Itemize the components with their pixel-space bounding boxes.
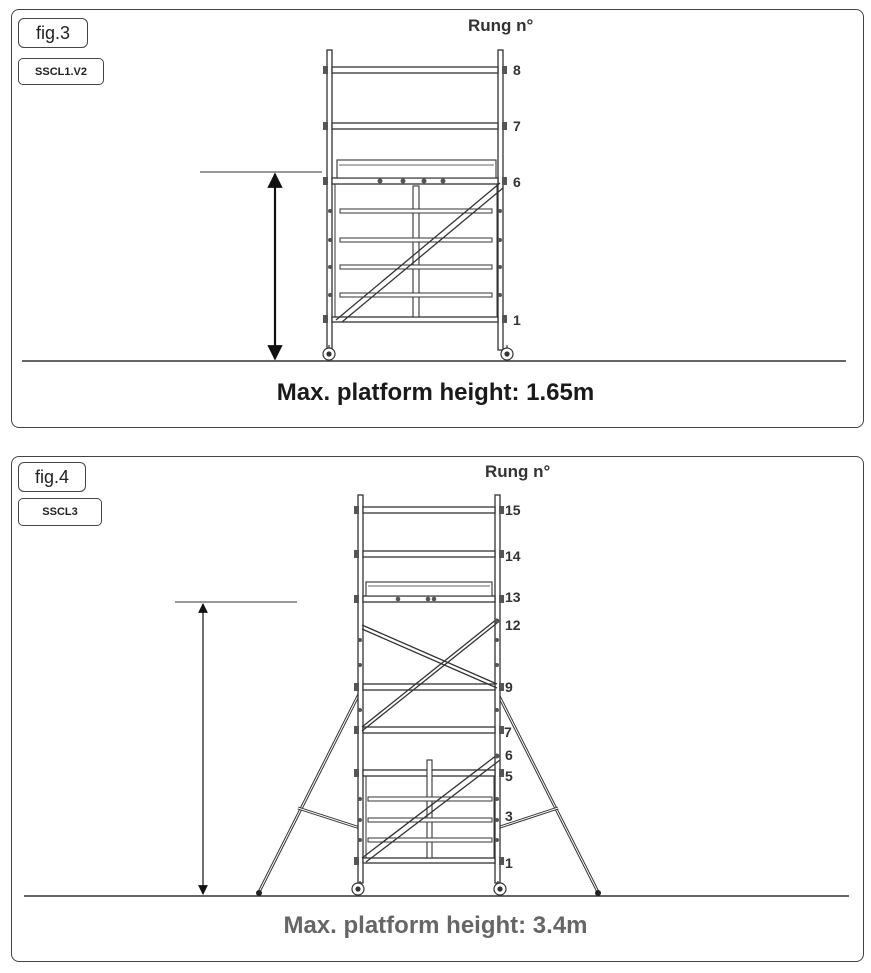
rung-8 (332, 67, 498, 73)
platform-top (366, 582, 492, 596)
figure-4-rung-label: 7 (504, 724, 512, 740)
upright-right (498, 50, 503, 350)
figure-4-rung-label: 13 (505, 589, 521, 605)
figure-4-rung-label: 1 (505, 855, 513, 871)
figure-4-rung-label: 14 (505, 548, 521, 564)
figure-3-rung-label: 7 (513, 118, 521, 134)
figure-4-scaffold (24, 495, 849, 896)
figure-4-rung-title: Rung n° (485, 462, 551, 481)
figure-3-rung-label: 8 (513, 62, 521, 78)
platform (337, 160, 496, 178)
figure-3-caption: Max. platform height: 1.65m (276, 379, 595, 406)
rung-7 (332, 123, 498, 129)
upright-left (327, 50, 332, 350)
rung-6 (332, 178, 498, 184)
figure-4-model-tag: SSCL3 (18, 498, 102, 526)
figure-4-caption: Max. platform height: 3.4m (283, 912, 588, 939)
x-brace (362, 625, 497, 684)
figure-4-rung-label: 6 (505, 747, 513, 763)
figure-3-label: fig.3 (18, 18, 88, 48)
figure-4-rung-label: 12 (505, 617, 521, 633)
figure-4-rung-label: 5 (505, 768, 513, 784)
rung-7 (363, 727, 495, 733)
figure-3-rung-label: 6 (513, 174, 521, 190)
figure-3-rung-title: Rung n° (468, 16, 534, 35)
rung-15 (363, 507, 495, 513)
figure-4-rung-label: 3 (505, 808, 513, 824)
figure-3-scaffold (22, 50, 846, 361)
figure-4-rung-label: 15 (505, 502, 521, 518)
figure-3-rung-label: 1 (513, 312, 521, 328)
figure-4-rung-label: 9 (505, 679, 513, 695)
rung-14 (363, 551, 495, 557)
figure-3-model-tag: SSCL1.V2 (18, 58, 104, 85)
rung-9 (363, 684, 495, 690)
castor-left (323, 345, 335, 360)
rung-1 (332, 317, 498, 322)
rung-1 (363, 858, 495, 863)
figure-4-label: fig.4 (18, 462, 86, 492)
center-post (427, 760, 432, 858)
